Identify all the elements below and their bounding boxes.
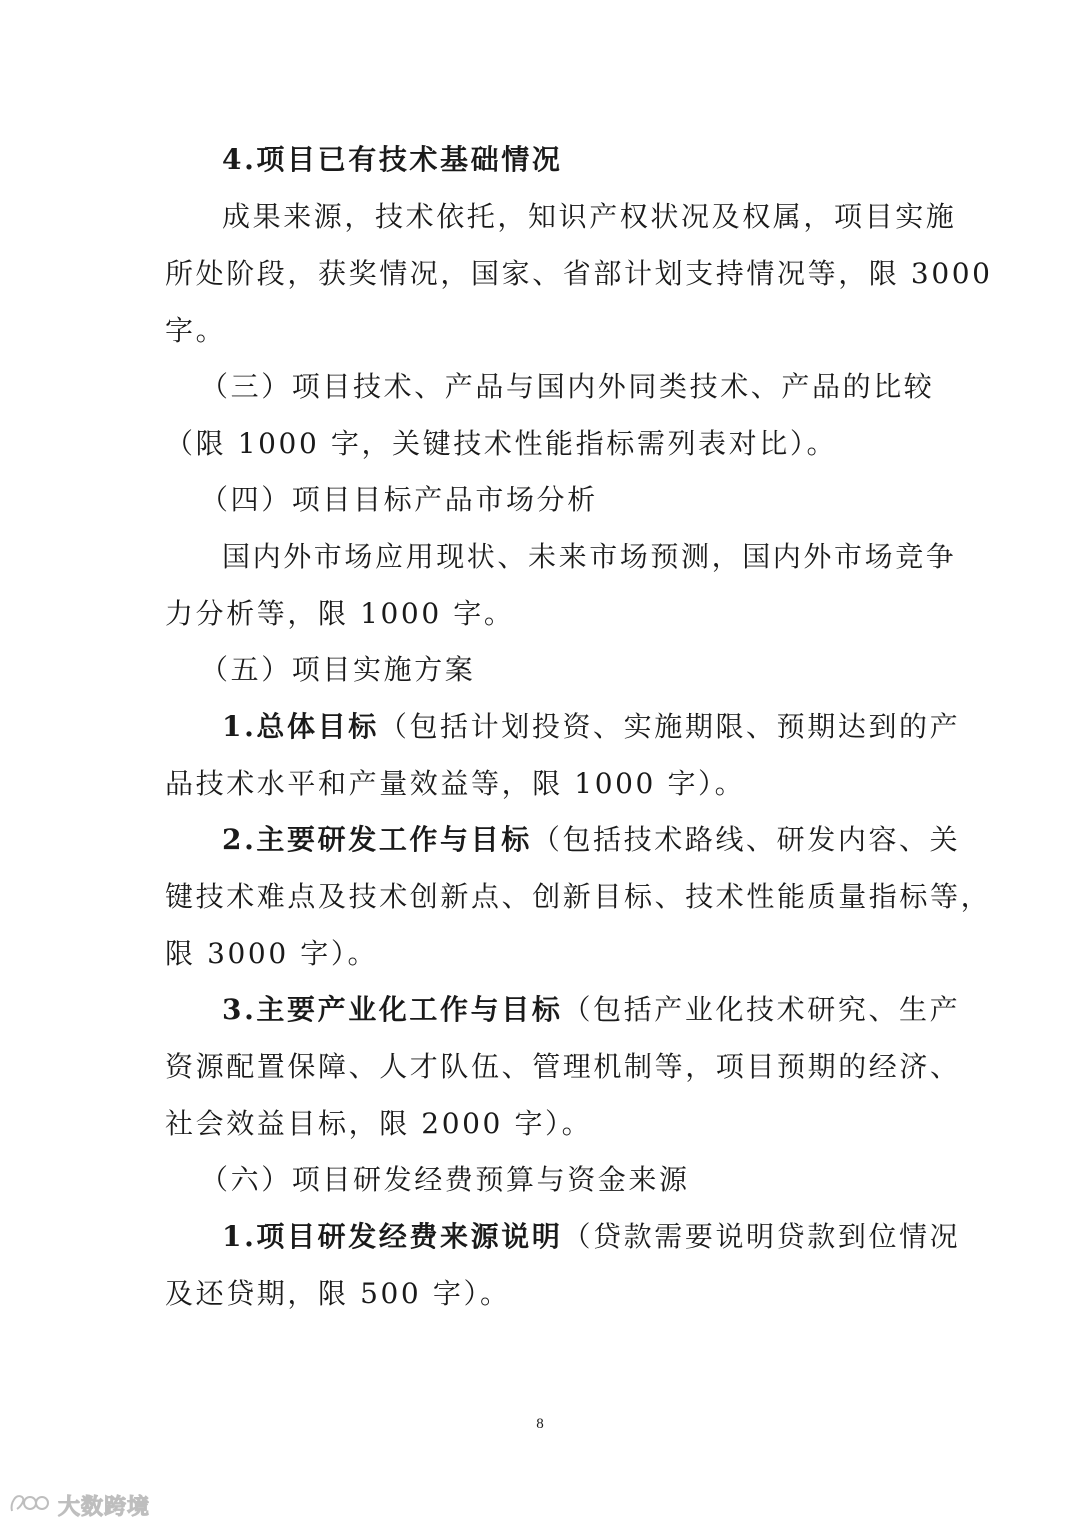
paragraph-line: [222, 707, 961, 747]
item-desc-3: （包括产业化技术研究、生产: [562, 993, 961, 1026]
item-desc-2: （包括技术路线、研发内容、关: [531, 823, 961, 856]
item-desc-funding: （贷款需要说明贷款到位情况: [562, 1220, 961, 1253]
section-heading-3: （三）项目技术、产品与国内外同类技术、产品的比较: [200, 370, 935, 403]
item-title-funding: 1.项目研发经费来源说明: [222, 1220, 563, 1253]
item-desc-1: （包括计划投资、实施期限、预期达到的产: [378, 710, 961, 743]
section-heading-6: （六）项目研发经费预算与资金来源: [200, 1163, 690, 1196]
paragraph-line: 键技术难点及技术创新点、创新目标、技术性能质量指标等，: [165, 880, 992, 913]
paragraph-line: 力分析等，限 1000 字。: [165, 597, 515, 630]
paragraph-line: 国内外市场应用现状、未来市场预测，国内外市场竞争: [222, 540, 957, 573]
watermark-text: 大数跨境: [58, 1494, 151, 1520]
section-heading-4-market: （四）项目目标产品市场分析: [200, 483, 598, 516]
item-title-3: 3.主要产业化工作与目标: [222, 993, 563, 1026]
paragraph-line: [222, 1217, 961, 1257]
paragraph-line: [222, 820, 961, 860]
paragraph-line: 资源配置保障、人才队伍、管理机制等，项目预期的经济、: [165, 1050, 961, 1083]
paragraph-line: 所处阶段，获奖情况，国家、省部计划支持情况等，限 3000: [165, 257, 993, 290]
paragraph-line: （限 1000 字，关键技术性能指标需列表对比）。: [165, 427, 838, 460]
paragraph-line: 社会效益目标，限 2000 字）。: [165, 1107, 593, 1140]
paragraph-line: 字。: [165, 314, 227, 347]
item-title-1: 1.总体目标: [222, 710, 379, 743]
dashujk-logo-icon: [8, 1489, 52, 1521]
paragraph-line: 品技术水平和产量效益等，限 1000 字）。: [165, 767, 746, 800]
paragraph-line: 限 3000 字）。: [165, 937, 379, 970]
page-number: 8: [536, 1416, 544, 1432]
section-heading-5: （五）项目实施方案: [200, 653, 476, 686]
paragraph-line: 成果来源，技术依托，知识产权状况及权属，项目实施: [222, 200, 957, 233]
paragraph-line: 及还贷期，限 500 字）。: [165, 1277, 511, 1310]
section-heading-4: 4.项目已有技术基础情况: [222, 143, 563, 176]
item-title-2: 2.主要研发工作与目标: [222, 823, 532, 856]
watermark: [8, 1490, 150, 1520]
paragraph-line: [222, 990, 961, 1030]
